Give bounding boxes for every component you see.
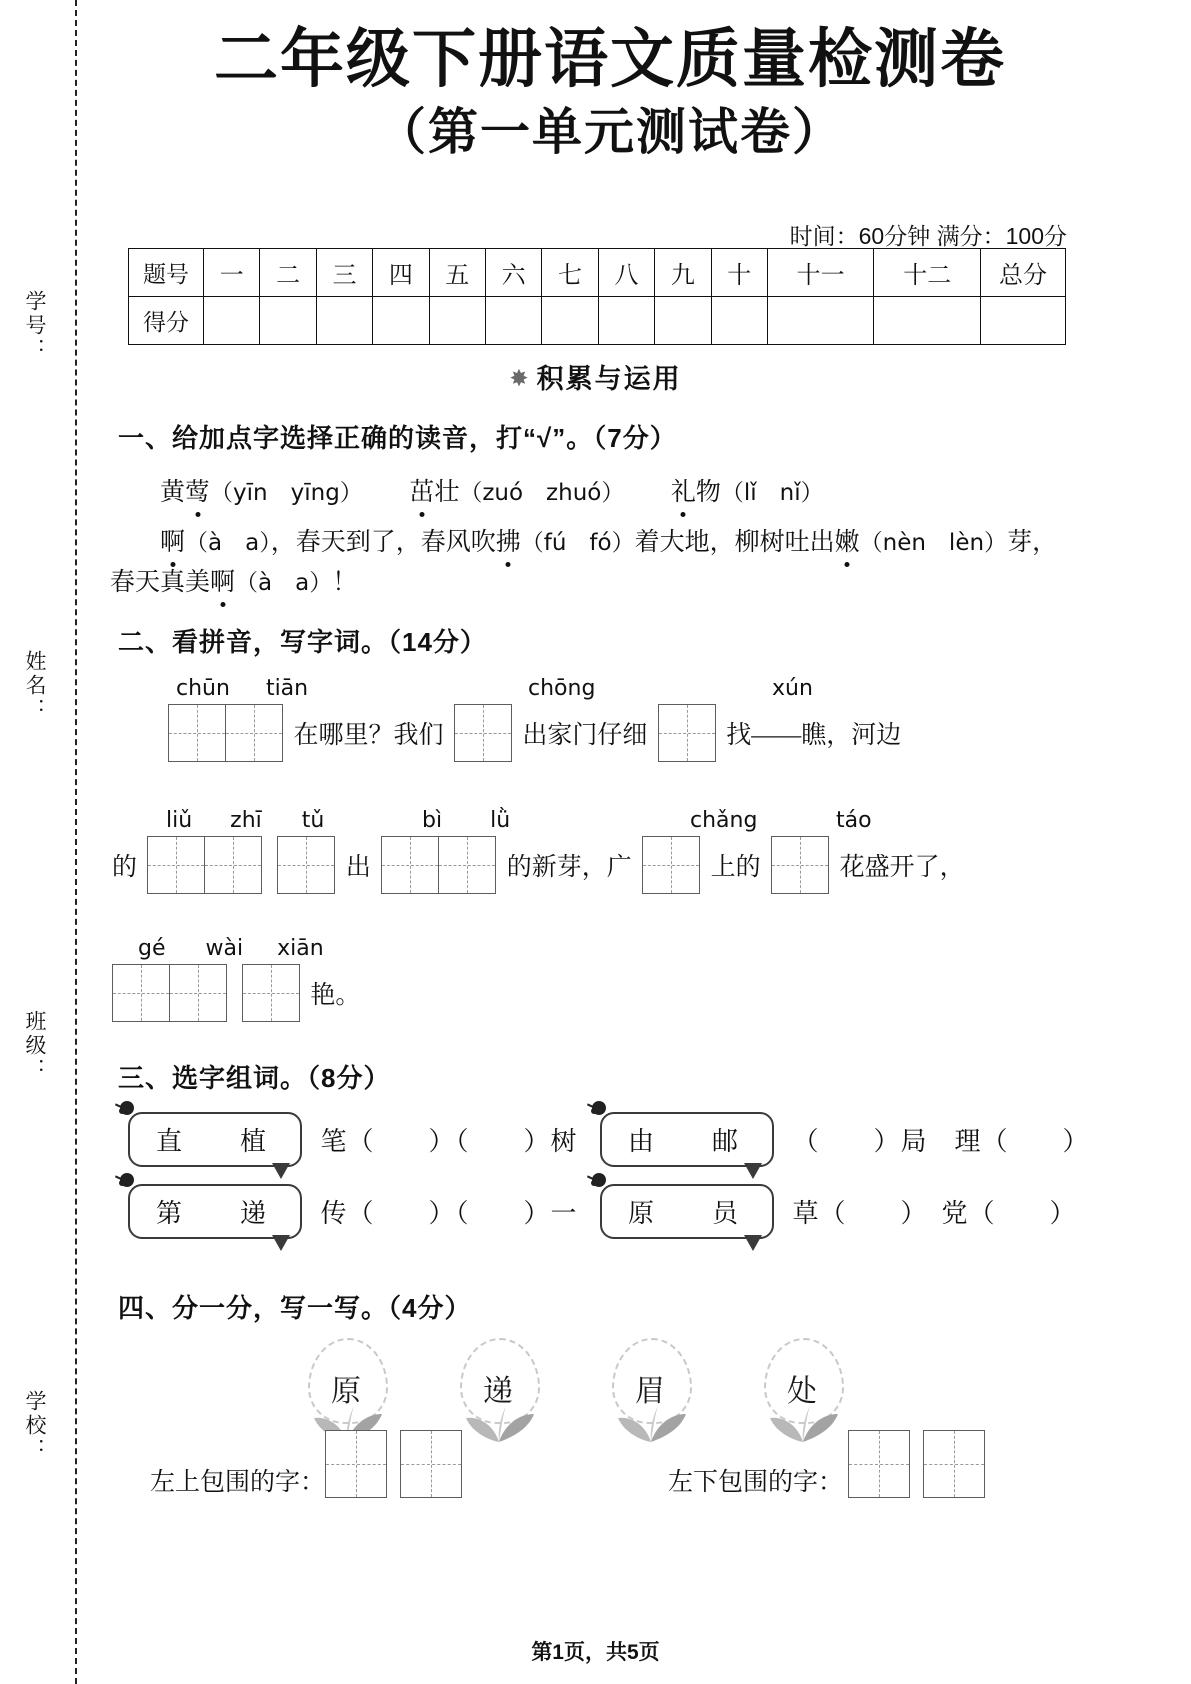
q1-options-3[interactable]: （lǐ nǐ）: [720, 480, 824, 506]
char-box[interactable]: [147, 836, 205, 894]
q4-right-label: 左下包围的字：: [668, 1469, 844, 1496]
q2-row3: [112, 964, 366, 1022]
question-1-sentence-line-1[interactable]: 啊（à a），春天到了，春风吹拂（fú fó）着大地，柳树吐出嫩（nèn lèn）芽，: [160, 522, 1057, 558]
q2-row2-text-1: 出: [345, 854, 371, 881]
pinyin-xian: xiān: [277, 936, 324, 961]
pin-icon: [592, 1101, 606, 1115]
q3-group-1: [128, 1112, 577, 1167]
score-cell-5[interactable]: [429, 297, 485, 345]
flower-card-4[interactable]: [742, 1338, 862, 1448]
tag-tail: [744, 1235, 762, 1251]
pinyin-tian: tiān: [265, 676, 309, 701]
word-choice-tag-1[interactable]: [128, 1112, 302, 1167]
word-choice-tag-4[interactable]: [600, 1184, 774, 1239]
word-choice-tag-1-label: 直 植: [156, 1127, 283, 1156]
score-cell-12[interactable]: [874, 297, 981, 345]
q3-blanks-4[interactable]: 草（ ） 党（ ）: [792, 1199, 1077, 1228]
score-table-value-row: [129, 297, 1066, 345]
leaf-icon: [458, 1400, 540, 1444]
q2-row2-text-0: 的: [112, 854, 138, 881]
exam-meta: 时间：60分钟 满分：100分: [789, 223, 1067, 249]
score-cell-3[interactable]: [316, 297, 372, 345]
char-box[interactable]: [454, 704, 512, 762]
q2-row2-text-3: 上的: [710, 854, 761, 881]
pinyin-zhi: zhī: [230, 808, 262, 833]
flower-card-3[interactable]: [590, 1338, 710, 1448]
score-table-header-row: [129, 249, 1066, 297]
score-cell-7[interactable]: [542, 297, 598, 345]
word-choice-tag-4-label: 原 员: [628, 1199, 755, 1228]
score-col-5: 五: [429, 249, 485, 297]
q1-word-1: 黄莺: [160, 479, 210, 506]
margin-label-school: 学校：: [23, 1390, 47, 1462]
question-1-words: [160, 472, 824, 508]
answer-boxes-chang[interactable]: [642, 836, 700, 894]
leaf-icon: [762, 1400, 844, 1444]
q2-row2-text-2: 的新芽，广: [506, 854, 632, 881]
score-cell-8[interactable]: [598, 297, 654, 345]
char-box[interactable]: [381, 836, 439, 894]
binding-dashed-line: [75, 0, 77, 1684]
q1-word-2: 茁壮: [409, 479, 459, 506]
q2-row1-text-1: 在哪里？我们: [293, 722, 444, 749]
score-cell-1[interactable]: [204, 297, 260, 345]
question-3-heading: 三、选字组词。（8分）: [118, 1063, 391, 1093]
q2-row1: [168, 704, 907, 762]
char-box[interactable]: [438, 836, 496, 894]
q3-blanks-2[interactable]: （ ）局 理（ ）: [792, 1127, 1090, 1156]
answer-boxes-chuntian[interactable]: [168, 704, 283, 762]
score-col-2: 二: [260, 249, 316, 297]
pin-icon: [120, 1101, 134, 1115]
leaf-icon: [610, 1400, 692, 1444]
score-col-4: 四: [373, 249, 429, 297]
question-2-heading: 二、看拼音，写字词。（14分）: [118, 627, 487, 657]
page-title-block: [110, 22, 1110, 164]
q2-row2: [112, 836, 971, 894]
char-box[interactable]: [112, 964, 170, 1022]
answer-boxes-bilv[interactable]: [381, 836, 496, 894]
q1-options-1[interactable]: （yīn yīng）: [210, 480, 363, 506]
score-table-row-label: 题号: [129, 249, 204, 297]
q3-blanks-3[interactable]: 传（ ）（ ）一: [320, 1199, 578, 1228]
answer-boxes-tu[interactable]: [277, 836, 335, 894]
flower-char-4: 处: [787, 1375, 817, 1408]
question-1-sentence-line-2[interactable]: 春天真美啊（à a）！: [110, 562, 357, 598]
word-choice-tag-3[interactable]: [128, 1184, 302, 1239]
score-col-total: 总分: [981, 249, 1066, 297]
answer-boxes-gewai[interactable]: [112, 964, 227, 1022]
q4-left-label: 左上包围的字：: [150, 1469, 326, 1496]
answer-boxes-xun[interactable]: [658, 704, 716, 762]
pinyin-chun: chūn: [176, 676, 230, 701]
char-box[interactable]: [169, 964, 227, 1022]
q2-row2-pinyin-2: [422, 808, 510, 833]
score-cell-10[interactable]: [711, 297, 767, 345]
char-box[interactable]: [642, 836, 700, 894]
char-box[interactable]: [225, 704, 283, 762]
word-choice-tag-3-label: 第 递: [156, 1199, 283, 1228]
flower-char-3: 眉: [635, 1375, 665, 1408]
char-box[interactable]: [771, 836, 829, 894]
char-box[interactable]: [400, 1430, 462, 1498]
pinyin-ge: gé: [138, 936, 166, 961]
tag-tail: [272, 1163, 290, 1179]
section-banner: [0, 357, 1191, 396]
page-footer: 第1页，共5页: [531, 1641, 660, 1664]
char-box[interactable]: [242, 964, 300, 1022]
page-subtitle: （第一单元测试卷）: [376, 104, 844, 160]
section-banner-label: 积累与运用: [536, 364, 682, 394]
q3-group-2: [600, 1112, 1089, 1167]
q3-group-3: [128, 1184, 577, 1239]
q4-right-answer-boxes[interactable]: [848, 1430, 985, 1498]
q2-row1-pinyin-1: [176, 676, 308, 701]
score-cell-total[interactable]: [981, 297, 1066, 345]
char-box[interactable]: [658, 704, 716, 762]
answer-boxes-chong[interactable]: [454, 704, 512, 762]
answer-boxes-liuzhi[interactable]: [147, 836, 262, 894]
score-col-1: 一: [204, 249, 260, 297]
margin-label-class: 班级：: [23, 1010, 47, 1082]
pin-icon: [120, 1173, 134, 1187]
q2-row1-text-3: 找——瞧，河边: [726, 722, 902, 749]
score-col-8: 八: [598, 249, 654, 297]
score-table: [128, 248, 1066, 345]
q2-row2-pinyin-4: táo: [836, 808, 872, 833]
score-cell-6[interactable]: [485, 297, 541, 345]
pinyin-tu: tǔ: [301, 808, 325, 833]
q2-row2-pinyin-1: [166, 808, 324, 833]
score-cell-11[interactable]: [767, 297, 874, 345]
pinyin-lv: lǜ: [490, 808, 511, 833]
q2-row2-pinyin-3: chǎng: [690, 808, 758, 833]
q2-row3-text: 艳。: [310, 982, 361, 1009]
q3-group-4: [600, 1184, 1076, 1239]
score-col-6: 六: [485, 249, 541, 297]
char-box[interactable]: [277, 836, 335, 894]
q2-row2-text-4: 花盛开了，: [839, 854, 965, 881]
tag-tail: [744, 1163, 762, 1179]
q1-word-3: 礼物: [671, 479, 721, 506]
pinyin-bi: bì: [422, 808, 443, 833]
score-table-row-label-score: 得分: [129, 297, 204, 345]
pinyin-wai: wài: [205, 936, 244, 961]
score-col-3: 三: [316, 249, 372, 297]
tag-tail: [272, 1235, 290, 1251]
char-box[interactable]: [168, 704, 226, 762]
score-col-9: 九: [655, 249, 711, 297]
q1-options-2[interactable]: （zuó zhuó）: [459, 480, 625, 506]
q2-row1-text-2: 出家门仔细: [522, 722, 648, 749]
score-cell-4[interactable]: [373, 297, 429, 345]
q4-left-answer-boxes[interactable]: [325, 1430, 462, 1498]
margin-label-student-id: 学号：: [23, 290, 47, 362]
word-choice-tag-2[interactable]: [600, 1112, 774, 1167]
q2-row1-pinyin-2: chōng: [528, 676, 596, 701]
flower-char-1: 原: [331, 1375, 361, 1408]
question-4-heading: 四、分一分，写一写。（4分）: [118, 1293, 472, 1323]
char-box[interactable]: [325, 1430, 387, 1498]
score-col-12: 十二: [874, 249, 981, 297]
q2-row3-pinyin-1: [138, 936, 324, 961]
answer-boxes-tao[interactable]: [771, 836, 829, 894]
margin-label-name: 姓名：: [23, 650, 47, 722]
q3-blanks-1[interactable]: 笔（ ）（ ）树: [320, 1127, 578, 1156]
char-box[interactable]: [923, 1430, 985, 1498]
char-box[interactable]: [848, 1430, 910, 1498]
star-icon: ✸: [509, 365, 531, 391]
char-box[interactable]: [204, 836, 262, 894]
score-cell-2[interactable]: [260, 297, 316, 345]
score-col-11: 十一: [767, 249, 874, 297]
question-1-heading: 一、给加点字选择正确的读音，打“√”。（7分）: [118, 423, 677, 453]
word-choice-tag-2-label: 由 邮: [628, 1127, 755, 1156]
score-col-10: 十: [711, 249, 767, 297]
q2-row1-pinyin-3: xún: [772, 676, 813, 701]
answer-boxes-xian[interactable]: [242, 964, 300, 1022]
pinyin-liu: liǔ: [166, 808, 193, 833]
flower-char-2: 递: [483, 1375, 513, 1408]
page-title: 二年级下册语文质量检测卷: [214, 23, 1006, 95]
score-col-7: 七: [542, 249, 598, 297]
score-cell-9[interactable]: [655, 297, 711, 345]
pin-icon: [592, 1173, 606, 1187]
